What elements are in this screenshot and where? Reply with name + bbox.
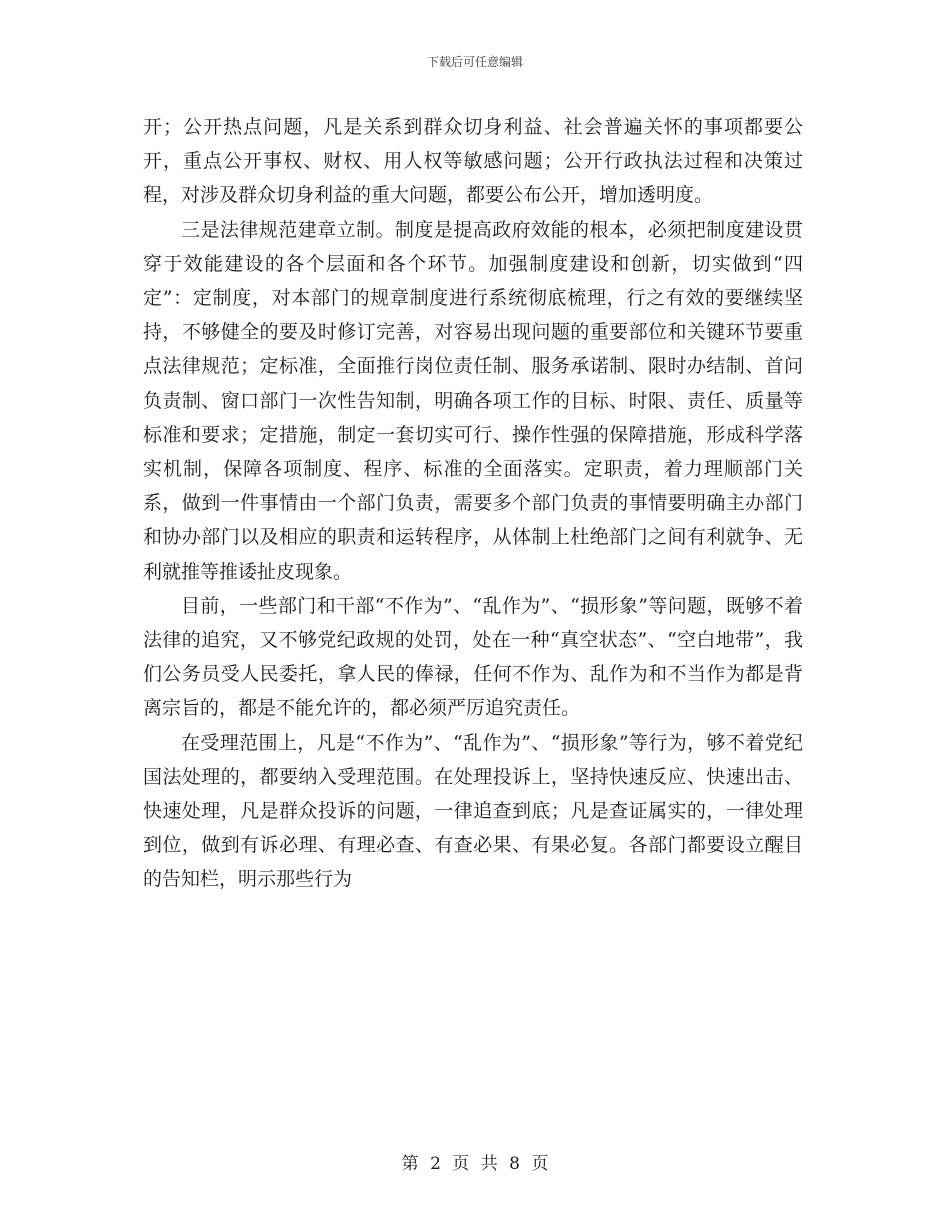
paragraph-4: 在受理范围上，凡是“不作为”、“乱作为”、“损形象”等行为，够不着党纪国法处理的，都要纳入受理范围。在处理投诉上，坚持快速反应、快速出击、快速处理，凡是群众投诉的问题，一律追查到底；凡是查证属实的，一律处理到位，做到有诉必理、有理必查、有查必果、有果必复。各部门都要设立醒目的告知栏，明示那些行为	[143, 731, 803, 891]
page-number-footer: 第 2 页 共 8 页	[401, 1154, 549, 1174]
paragraph-3: 目前，一些部门和干部“不作为”、“乱作为”、“损形象”等问题，既够不着法律的追究，又不够党纪政规的处罚，处在一种“真空状态”、“空白地带”，我们公务员受人民委托，拿人民的俸禄，任何不作为、乱作为和不当作为都是背离宗旨的，都是不能允许的，都必须严厉追究责任。	[143, 594, 803, 720]
document-body	[143, 110, 803, 897]
paragraph-2: 三是法律规范建章立制。制度是提高政府效能的根本，必须把制度建设贯穿于效能建设的各个层面和各个环节。加强制度建设和创新，切实做到“四定”：定制度，对本部门的规章制度进行系统彻底梳理，行之有效的要继续坚持，不够健全的要及时修订完善，对容易出现问题的重要部位和关键环节要重点法律规范；定标准，全面推行岗位责任制、服务承诺制、限时办结制、首问负责制、窗口部门一次性告知制，明确各项工作的目标、时限、责任、质量等标准和要求；定措施，制定一套切实可行、操作性强的保障措施，形成科学落实机制，保障各项制度、程序、标准的全面落实。定职责，着力理顺部门关系，做到一件事情由一个部门负责，需要多个部门负责的事情要明确主办部门和协办部门以及相应的职责和运转程序，从体制上杜绝部门之间有利就争、无利就推等推诿扯皮现象。	[143, 218, 803, 583]
paragraph-1: 开；公开热点问题，凡是关系到群众切身利益、社会普遍关怀的事项都要公开，重点公开事权、财权、用人权等敏感问题；公开行政执法过程和决策过程，对涉及群众切身利益的重大问题，都要公布公开，增加透明度。	[143, 116, 803, 207]
page-header: 下载后可任意编辑	[426, 55, 523, 69]
